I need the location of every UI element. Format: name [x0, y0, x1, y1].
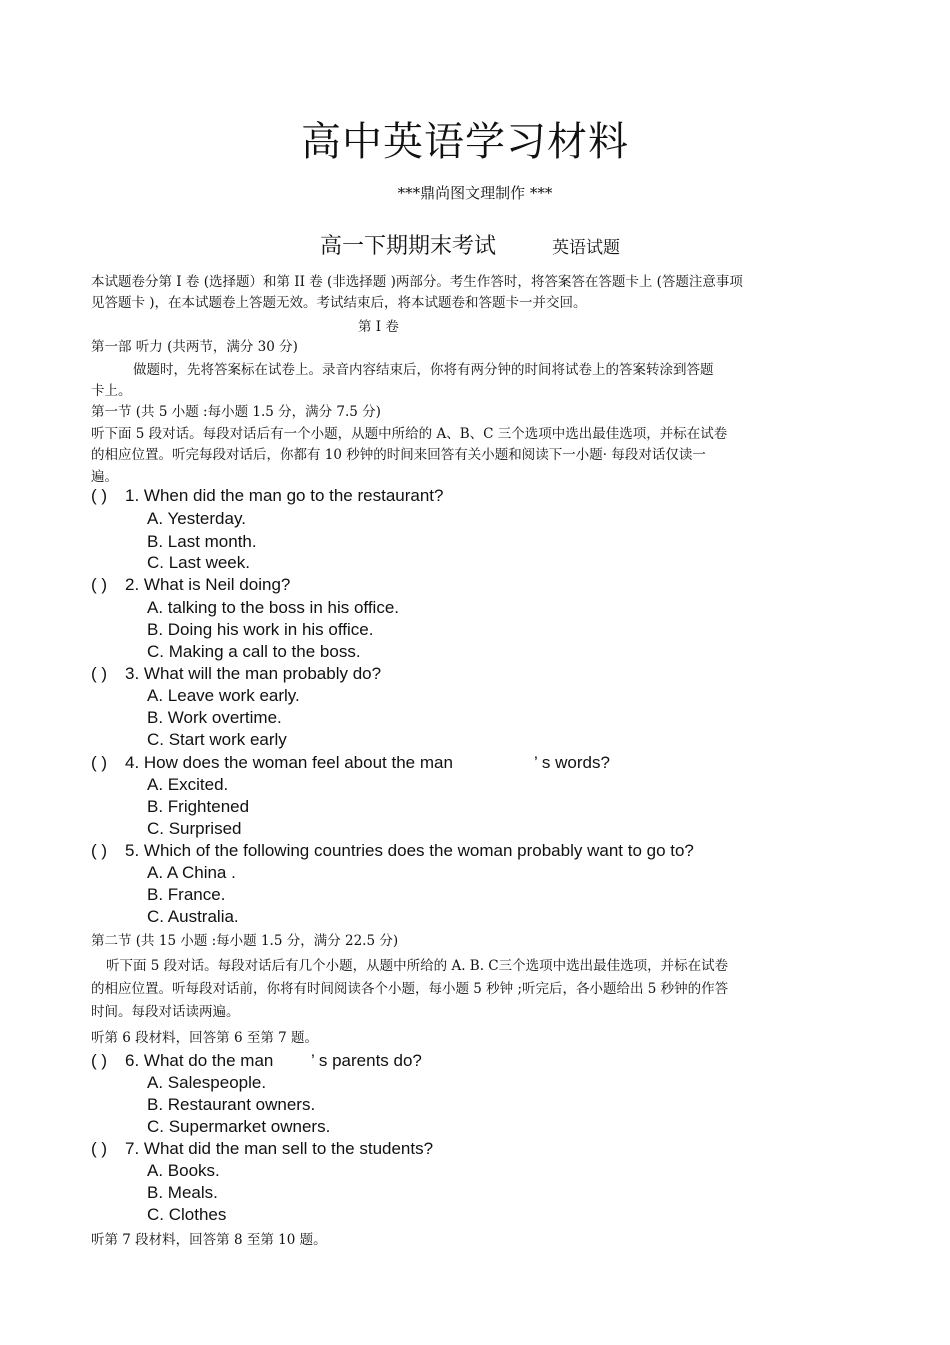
- intro-line-1: 本试题卷分第 I 卷 (选择题）和第 II 卷 (非选择题 )两部分。考生作答时，将答案答在答题卡上 (答题注意事项: [91, 274, 743, 290]
- answer-blank: ( ): [91, 841, 108, 860]
- section-two-instructions-1: 听下面 5 段对话。每段对话后有几个小题，从题中所给的 A. B. C三个选项中选出最佳选项，并标在试卷: [106, 958, 729, 974]
- question-7-text: 7. What did the man sell to the students?: [125, 1139, 434, 1158]
- question-2-text: 2. What is Neil doing?: [125, 575, 291, 594]
- answer-blank: ( ): [91, 1051, 108, 1070]
- question-6-option-b: B. Restaurant owners.: [147, 1095, 316, 1114]
- question-4-text-tail: ’ s words?: [534, 753, 610, 772]
- section-one-instructions-1: 听下面 5 段对话。每段对话后有一个小题，从题中所给的 A、B、C 三个选项中选出最佳选项，并标在试卷: [91, 426, 728, 442]
- question-5-option-b: B. France.: [147, 885, 226, 904]
- question-1-option-a: A. Yesterday.: [147, 509, 246, 528]
- part-one-instructions-2: 卡上。: [91, 383, 132, 399]
- question-3-option-a: A. Leave work early.: [147, 686, 300, 705]
- exam-title: 高一下期期末考试: [320, 234, 497, 259]
- answer-blank: ( ): [91, 1139, 108, 1158]
- part-one-instructions-1: 做题时，先将答案标在试卷上。录音内容结束后，你将有两分钟的时间将试卷上的答案转涂到答题: [133, 362, 714, 378]
- section-two-heading: 第二节 (共 15 小题 :每小题 1.5 分，满分 22.5 分): [91, 933, 399, 949]
- question-7-option-b: B. Meals.: [147, 1183, 218, 1202]
- question-6-option-c: C. Supermarket owners.: [147, 1117, 331, 1136]
- section-one-instructions-3: 遍。: [91, 469, 118, 485]
- question-5-option-a: A. A China .: [147, 863, 236, 882]
- volume-label: 第 I 卷: [358, 319, 399, 335]
- question-1-option-b: B. Last month.: [147, 532, 257, 551]
- question-6-text: 6. What do the man: [125, 1051, 274, 1070]
- answer-blank: ( ): [91, 664, 108, 683]
- question-3-option-c: C. Start work early: [147, 730, 287, 749]
- listen-material-7: 听第 7 段材料，回答第 8 至第 10 题。: [91, 1232, 327, 1248]
- answer-blank: ( ): [91, 575, 108, 594]
- question-6-text-tail: ’ s parents do?: [311, 1051, 422, 1070]
- intro-line-2: 见答题卡 )，在本试题卷上答题无效。考试结束后，将本试题卷和答题卡一并交回。: [91, 295, 587, 311]
- section-two-instructions-2: 的相应位置。听每段对话前，你将有时间阅读各个小题，每小题 5 秒钟 ;听完后，各小题给出 5 秒钟的作答: [91, 981, 729, 997]
- exam-subject: 英语试题: [552, 238, 620, 258]
- question-1-text: 1. When did the man go to the restaurant?: [125, 486, 444, 505]
- question-4-option-a: A. Excited.: [147, 775, 229, 794]
- answer-blank: ( ): [91, 753, 108, 772]
- question-3-text: 3. What will the man probably do?: [125, 664, 382, 683]
- question-3-option-b: B. Work overtime.: [147, 708, 282, 727]
- listen-material-6: 听第 6 段材料，回答第 6 至第 7 题。: [91, 1030, 319, 1046]
- part-one-heading: 第一部 听力 (共两节，满分 30 分): [91, 339, 298, 355]
- section-two-instructions-3: 时间。每段对话读两遍。: [91, 1004, 240, 1020]
- question-7-option-c: C. Clothes: [147, 1205, 227, 1224]
- question-4-option-b: B. Frightened: [147, 797, 250, 816]
- question-2-option-b: B. Doing his work in his office.: [147, 620, 374, 639]
- document-subtitle: ***鼎尚图文理制作 ***: [397, 184, 553, 202]
- section-one-heading: 第一节 (共 5 小题 :每小题 1.5 分，满分 7.5 分): [91, 404, 381, 420]
- question-4-option-c: C. Surprised: [147, 819, 242, 838]
- answer-blank: ( ): [91, 486, 108, 505]
- section-one-instructions-2: 的相应位置。听完每段对话后，你都有 10 秒钟的时间来回答有关小题和阅读下一小题· 每段对话仅读一: [91, 447, 706, 463]
- question-1-option-c: C. Last week.: [147, 553, 250, 572]
- question-5-option-c: C. Australia.: [147, 907, 239, 926]
- question-7-option-a: A. Books.: [147, 1161, 220, 1180]
- question-6-option-a: A. Salespeople.: [147, 1073, 267, 1092]
- question-2-option-c: C. Making a call to the boss.: [147, 642, 361, 661]
- document-title: 高中英语学习材料: [301, 119, 629, 165]
- question-5-text: 5. Which of the following countries does the woman probably want to go to?: [125, 841, 694, 860]
- question-4-text: 4. How does the woman feel about the man: [125, 753, 453, 772]
- question-2-option-a: A. talking to the boss in his office.: [147, 598, 399, 617]
